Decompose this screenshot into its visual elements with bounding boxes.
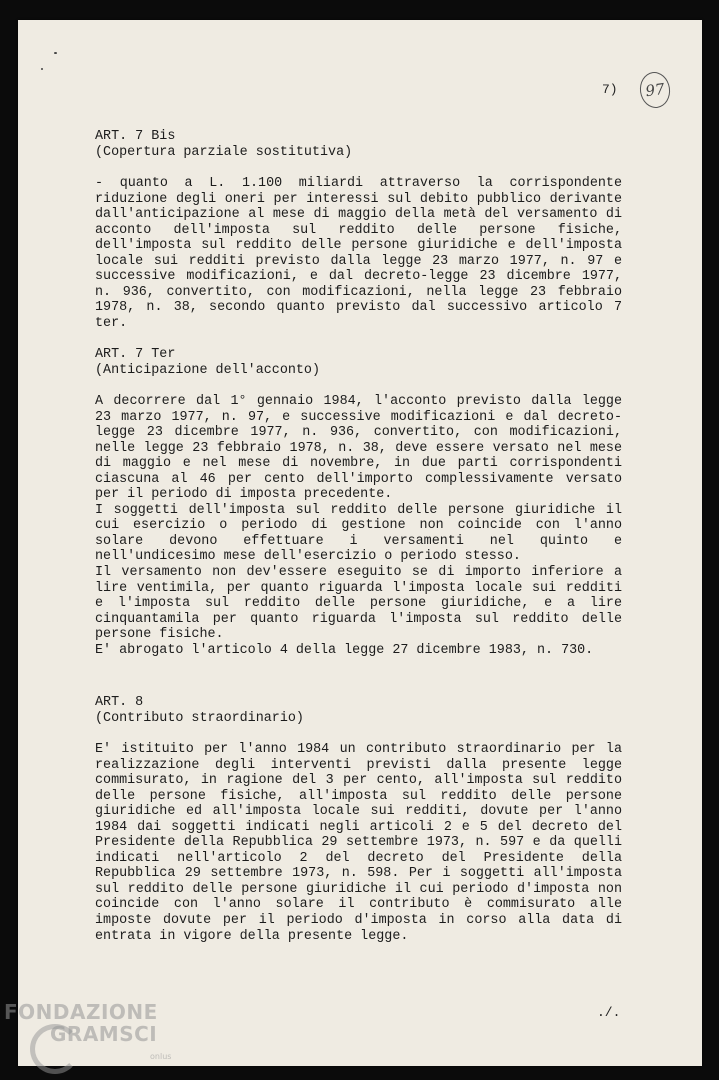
article-subtitle: (Contributo straordinario) <box>95 710 304 726</box>
article-title: ART. 7 Ter <box>95 347 176 362</box>
watermark-line2: GRAMSCI <box>50 1022 158 1046</box>
section-body <box>95 394 622 658</box>
paragraph: - quanto a L. 1.100 miliardi attraverso la corrispondente riduzione degli oneri per interessi sul debito pubblico derivante dall'anticipazione al mese di maggio della metà del versamento di acconto dell'imposta sul reddito delle persone fisiche, dell'imposta sul reddito delle persone giuridiche e dell'imposta locale sui redditi previsto dalla legge 23 marzo 1977, n. 97 e successive modificazioni, e dal decreto-legge 23 dicembre 1977, n. 936, convertito, con modificazioni, nella legge 23 febbraio 1978, n. 38, secondo quanto previsto dal successivo articolo 7 ter. <box>95 176 622 331</box>
article-title: ART. 8 <box>95 695 144 710</box>
watermark-suffix: onlus <box>150 1052 172 1061</box>
handwritten-page-number: 97 <box>638 70 673 110</box>
paragraph: A decorrere dal 1° gennaio 1984, l'acconto previsto dalla legge 23 marzo 1977, n. 97, e successive modificazioni e dal decreto-legge 23 dicembre 1977, n. 936, convertito, con modificazioni, nelle legge 23 febbraio 1978, n. 38, deve essere versato nel mese di maggio e nel mese di novembre, in due parti corrispondenti ciascuna al 46 per cento dell'importo complessivamente versato per il periodo di imposta precedente. <box>95 394 622 503</box>
paper-speck <box>41 68 43 70</box>
article-subtitle: (Anticipazione dell'acconto) <box>95 362 320 378</box>
section-heading <box>95 695 304 726</box>
article-title: ART. 7 Bis <box>95 129 176 144</box>
continuation-mark: ./. <box>597 1005 621 1020</box>
archive-watermark <box>4 1000 204 1078</box>
section-body <box>95 176 622 331</box>
paper-speck <box>54 52 57 54</box>
page-number: 7) <box>602 82 618 97</box>
paragraph: E' istituito per l'anno 1984 un contributo straordinario per la realizzazione degli interventi previsti dalla presente legge commisurato, in ragione del 3 per cento, all'imposta sul reddito delle persone fisiche, all'imposta sul reddito delle persone giuridiche ed all'imposta locale sui redditi, dovute per l'anno 1984 dai soggetti indicati negli articoli 2 e 5 del decreto del Presidente della Repubblica 29 settembre 1973, n. 597 e da quelli indicati nell'articolo 2 del decreto del Presidente della Repubblica 29 settembre 1973, n. 598. Per i soggetti all'imposta sul reddito delle persone giuridiche il cui periodo d'imposta non coincide con l'anno solare il contributo è commisurato alle imposte dovute per il periodo d'imposta in corso alla data di entrata in vigore della presente legge. <box>95 742 622 944</box>
article-subtitle: (Copertura parziale sostitutiva) <box>95 144 353 160</box>
paragraph: E' abrogato l'articolo 4 della legge 27 dicembre 1983, n. 730. <box>95 642 594 658</box>
paragraph: Il versamento non dev'essere eseguito se di importo inferiore a lire ventimila, per quanto riguarda l'imposta locale sui redditi e l'imposta sul reddito delle persone giuridiche, e a lire cinquantamila per quanto riguarda l'imposta sul reddito delle persone fisiche. <box>95 565 622 643</box>
paragraph: I soggetti dell'imposta sul reddito delle persone giuridiche il cui esercizio o periodo di gestione non coincide con l'anno solare devono effettuare i versamenti nel quinto e nell'undicesimo mese dell'esercizio o periodo stesso. <box>95 502 622 565</box>
watermark-line1: FONDAZIONE <box>4 1000 158 1024</box>
section-heading <box>95 347 320 378</box>
section-body <box>95 742 622 944</box>
section-heading <box>95 129 352 160</box>
